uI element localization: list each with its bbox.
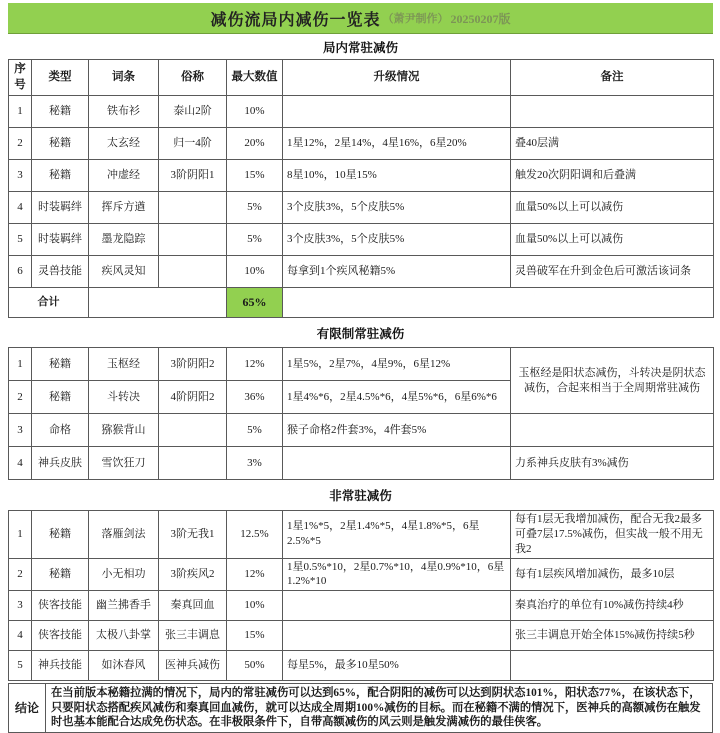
spreadsheet	[8, 3, 713, 733]
cell-alias: 3阶阴阳1	[159, 160, 227, 192]
cell-max: 20%	[227, 128, 283, 160]
cell-type: 灵兽技能	[32, 256, 89, 288]
cell-note	[511, 414, 714, 447]
col-header-type: 类型	[32, 60, 89, 96]
cell-serial: 3	[9, 591, 32, 621]
cell-upgrade	[283, 447, 511, 480]
total-spacer	[89, 288, 227, 318]
cell-note	[511, 96, 714, 128]
cell-serial: 2	[9, 381, 32, 414]
table-row	[9, 96, 714, 128]
cell-alias	[159, 224, 227, 256]
cell-type: 秘籍	[32, 511, 89, 559]
cell-type: 秘籍	[32, 558, 89, 591]
section-header-permanent: 局内常驻减伤	[322, 40, 398, 55]
col-header-alias: 俗称	[159, 60, 227, 96]
cell-upgrade	[283, 621, 511, 651]
cell-type: 神兵技能	[32, 651, 89, 681]
cell-upgrade: 每星5%，最多10星50%	[283, 651, 511, 681]
table-row	[9, 128, 714, 160]
cell-upgrade: 1星5%，2星7%，4星9%，6星12%	[283, 348, 511, 381]
cell-type: 秘籍	[32, 96, 89, 128]
cell-serial: 1	[9, 511, 32, 559]
cell-max: 36%	[227, 381, 283, 414]
table-limited-reduction	[8, 347, 714, 480]
cell-alias: 医神兵减伤	[159, 651, 227, 681]
cell-max: 50%	[227, 651, 283, 681]
table-row	[9, 256, 714, 288]
cell-type: 侠客技能	[32, 621, 89, 651]
cell-entry: 太玄经	[89, 128, 159, 160]
cell-alias: 泰山2阶	[159, 96, 227, 128]
cell-upgrade: 猴子命格2件套3%，4件套5%	[283, 414, 511, 447]
cell-type: 侠客技能	[32, 591, 89, 621]
cell-serial: 1	[9, 348, 32, 381]
cell-max: 15%	[227, 160, 283, 192]
cell-serial: 4	[9, 621, 32, 651]
cell-max: 12%	[227, 558, 283, 591]
cell-entry: 小无相功	[89, 558, 159, 591]
cell-type: 时装羁绊	[32, 192, 89, 224]
cell-type: 秘籍	[32, 381, 89, 414]
cell-note: 张三丰调息开始全体15%减伤持续5秒	[511, 621, 714, 651]
cell-alias: 3阶疾风2	[159, 558, 227, 591]
table-nonpermanent-reduction	[8, 510, 714, 681]
cell-upgrade: 8星10%，10星15%	[283, 160, 511, 192]
table-row	[9, 591, 714, 621]
cell-entry: 太极八卦掌	[89, 621, 159, 651]
cell-serial: 2	[9, 558, 32, 591]
cell-upgrade: 1星12%，2星14%，4星16%，6星20%	[283, 128, 511, 160]
cell-upgrade	[283, 591, 511, 621]
cell-note: 秦真治疗的单位有10%减伤持续4秒	[511, 591, 714, 621]
cell-serial: 3	[9, 414, 32, 447]
cell-alias: 秦真回血	[159, 591, 227, 621]
cell-alias: 归一4阶	[159, 128, 227, 160]
cell-upgrade: 每拿到1个疾风秘籍5%	[283, 256, 511, 288]
column-header-row	[9, 60, 714, 96]
cell-upgrade: 1星4%*6，2星4.5%*6，4星5%*6，6星6%*6	[283, 381, 511, 414]
cell-upgrade: 1星0.5%*10，2星0.7%*10，4星0.9%*10，6星1.2%*10	[283, 558, 511, 591]
table-row	[9, 621, 714, 651]
cell-max: 15%	[227, 621, 283, 651]
total-row	[9, 288, 714, 318]
cell-note: 叠40层满	[511, 128, 714, 160]
cell-note: 血量50%以上可以减伤	[511, 224, 714, 256]
cell-type: 神兵皮肤	[32, 447, 89, 480]
cell-note: 灵兽破军在升到金色后可激活该词条	[511, 256, 714, 288]
cell-max: 10%	[227, 256, 283, 288]
total-spacer	[283, 288, 714, 318]
cell-alias	[159, 256, 227, 288]
col-header-upgrade: 升级情况	[283, 60, 511, 96]
cell-type: 时装羁绊	[32, 224, 89, 256]
cell-entry: 如沐春风	[89, 651, 159, 681]
cell-entry: 挥斥方遒	[89, 192, 159, 224]
cell-max: 5%	[227, 414, 283, 447]
cell-note	[511, 651, 714, 681]
cell-entry: 斗转决	[89, 381, 159, 414]
cell-note: 每有1层疾风增加减伤，最多10层	[511, 558, 714, 591]
table-row	[9, 348, 714, 381]
cell-entry: 铁布衫	[89, 96, 159, 128]
cell-type: 秘籍	[32, 128, 89, 160]
page-title: 减伤流局内减伤一览表	[210, 11, 381, 29]
col-header-serial: 序号	[9, 60, 32, 96]
conclusion-table	[8, 683, 713, 732]
cell-max: 10%	[227, 591, 283, 621]
cell-alias: 3阶阴阳2	[159, 348, 227, 381]
cell-entry: 幽兰拂香手	[89, 591, 159, 621]
cell-max: 12.5%	[227, 511, 283, 559]
cell-note: 触发20次阴阳调和后叠满	[511, 160, 714, 192]
cell-alias	[159, 414, 227, 447]
cell-alias	[159, 447, 227, 480]
cell-max: 5%	[227, 192, 283, 224]
conclusion-text: 在当前版本秘籍拉满的情况下，局内的常驻减伤可以达到65%，配合阴阳的减伤可以达到阴状态101%，阳状态77%，在该状态下，只要阳状态搭配疾风减伤和秦真回血减伤，就可以达成全周期100%减伤的目标。而在秘籍不满的情况下，医神兵的高额减伤在触发时也基本能配合达成免伤状态。在非极限条件下，自带高额减伤的风云则是触发满减伤的最佳侠客。	[46, 684, 713, 732]
conclusion-row	[9, 684, 713, 732]
cell-entry: 落雁剑法	[89, 511, 159, 559]
table-row	[9, 414, 714, 447]
cell-alias: 3阶无我1	[159, 511, 227, 559]
cell-serial: 6	[9, 256, 32, 288]
cell-note: 血量50%以上可以减伤	[511, 192, 714, 224]
cell-max: 3%	[227, 447, 283, 480]
table-row	[9, 651, 714, 681]
table-row	[9, 224, 714, 256]
cell-merged-note: 玉枢经是阳状态减伤，斗转决是阴状态减伤，合起来相当于全周期常驻减伤	[511, 348, 714, 414]
table-row	[9, 192, 714, 224]
table-row	[9, 558, 714, 591]
cell-max: 5%	[227, 224, 283, 256]
table-row	[9, 447, 714, 480]
conclusion-label: 结论	[9, 684, 46, 732]
table-row	[9, 160, 714, 192]
cell-note: 力系神兵皮肤有3%减伤	[511, 447, 714, 480]
cell-serial: 4	[9, 192, 32, 224]
cell-alias	[159, 192, 227, 224]
cell-entry: 猕猴背山	[89, 414, 159, 447]
cell-serial: 1	[9, 96, 32, 128]
cell-upgrade	[283, 96, 511, 128]
cell-entry: 冲虚经	[89, 160, 159, 192]
cell-serial: 3	[9, 160, 32, 192]
table-permanent-reduction	[8, 59, 714, 318]
cell-max: 10%	[227, 96, 283, 128]
cell-entry: 玉枢经	[89, 348, 159, 381]
cell-upgrade: 3个皮肤3%，5个皮肤5%	[283, 224, 511, 256]
section-header-limited: 有限制常驻减伤	[316, 326, 405, 341]
section-header-nonpermanent: 非常驻减伤	[329, 489, 392, 503]
title-bar	[8, 3, 713, 34]
total-label: 合计	[9, 288, 89, 318]
total-value: 65%	[227, 288, 283, 318]
title-credit: （萧尹制作）	[382, 13, 449, 25]
cell-alias: 4阶阴阳2	[159, 381, 227, 414]
cell-entry: 墨龙隐踪	[89, 224, 159, 256]
cell-upgrade: 1星1%*5，2星1.4%*5，4星1.8%*5，6星2.5%*5	[283, 511, 511, 559]
col-header-max: 最大数值	[227, 60, 283, 96]
cell-type: 命格	[32, 414, 89, 447]
cell-max: 12%	[227, 348, 283, 381]
cell-entry: 疾风灵知	[89, 256, 159, 288]
cell-upgrade: 3个皮肤3%，5个皮肤5%	[283, 192, 511, 224]
col-header-entry: 词条	[89, 60, 159, 96]
cell-entry: 雪饮狂刀	[89, 447, 159, 480]
cell-type: 秘籍	[32, 348, 89, 381]
col-header-note: 备注	[511, 60, 714, 96]
cell-serial: 5	[9, 651, 32, 681]
title-version: 20250207版	[450, 11, 511, 26]
cell-note: 每有1层无我增加减伤，配合无我2最多可叠7层17.5%减伤，但实战一般不用无我2	[511, 511, 714, 559]
cell-serial: 2	[9, 128, 32, 160]
table-row	[9, 511, 714, 559]
cell-alias: 张三丰调息	[159, 621, 227, 651]
cell-type: 秘籍	[32, 160, 89, 192]
cell-serial: 5	[9, 224, 32, 256]
cell-serial: 4	[9, 447, 32, 480]
